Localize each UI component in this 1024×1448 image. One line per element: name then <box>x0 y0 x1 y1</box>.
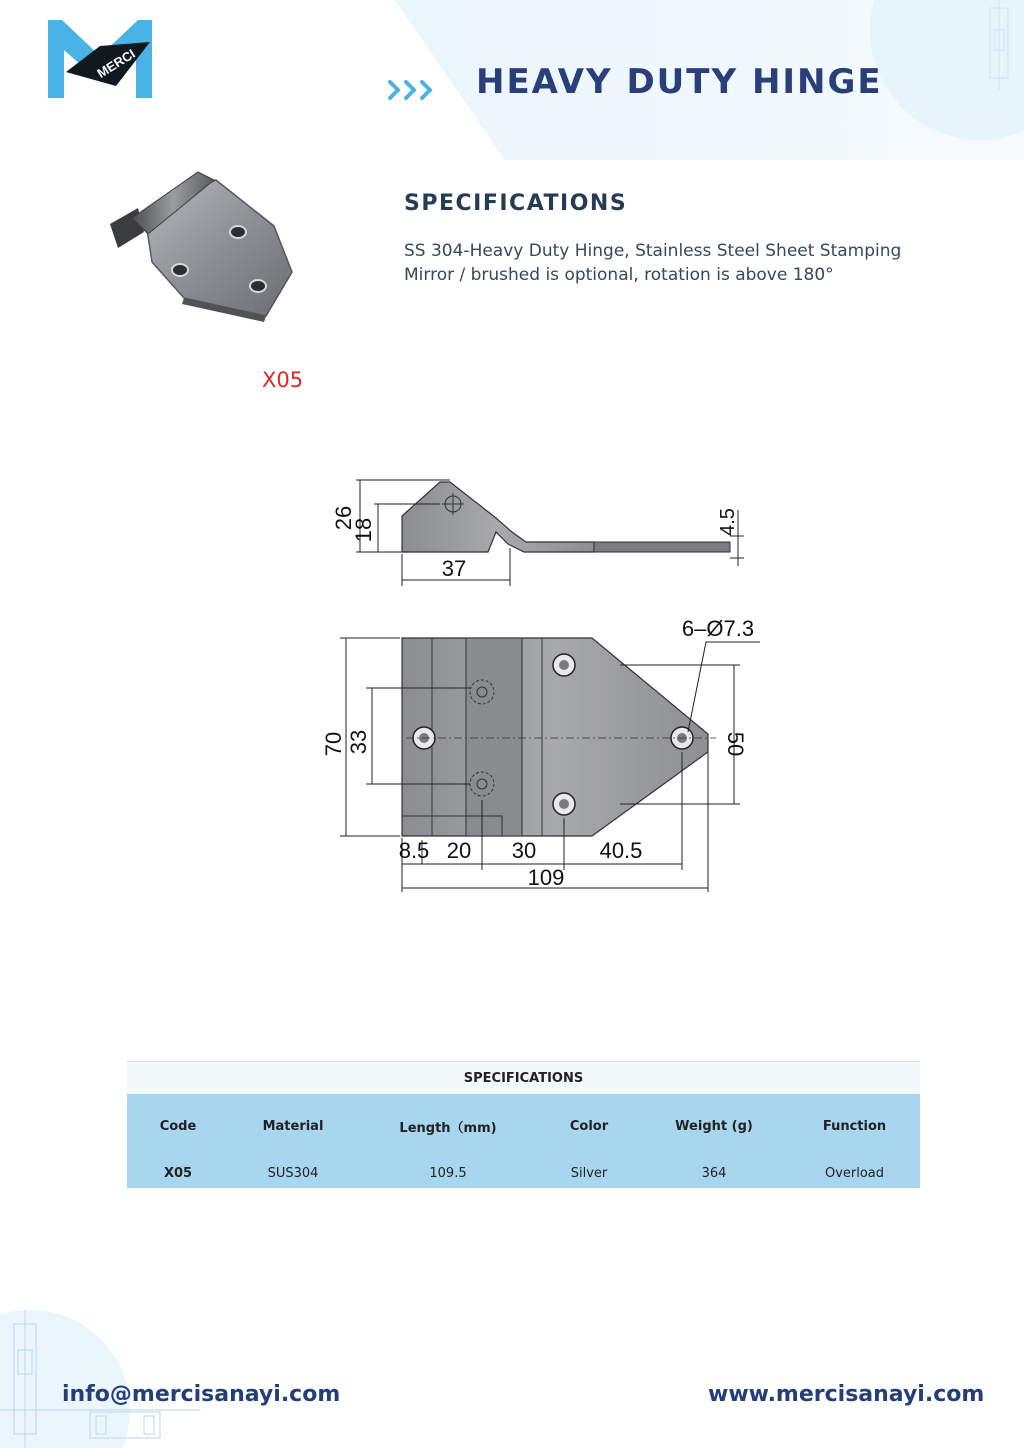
header-color: Color <box>539 1094 639 1158</box>
table-header-row <box>127 1094 920 1158</box>
spec-description-line-2: Mirror / brushed is optional, rotation is above 180° <box>404 265 834 285</box>
dim-20: 20 <box>446 838 472 863</box>
header-length: Length（mm) <box>357 1094 539 1158</box>
dim-30: 30 <box>511 838 537 863</box>
page-title: HEAVY DUTY HINGE <box>476 62 883 102</box>
footer-decoration <box>0 1300 200 1448</box>
hinge-product-photo <box>98 166 304 326</box>
merci-logo <box>46 16 154 102</box>
table-title: SPECIFICATIONS <box>127 1062 920 1095</box>
header-function: Function <box>789 1094 920 1158</box>
product-code-label: X05 <box>262 368 304 392</box>
side-view <box>331 480 744 586</box>
header-weight: Weight (g) <box>639 1094 789 1158</box>
contact-email[interactable]: info@mercisanayi.com <box>62 1382 341 1407</box>
dim-8-5: 8.5 <box>398 838 430 863</box>
dim-26: 26 <box>331 505 356 531</box>
dim-33: 33 <box>346 729 371 755</box>
technical-drawing <box>320 470 770 900</box>
table-row <box>127 1158 920 1188</box>
table-title-row <box>127 1062 920 1095</box>
dim-6-holes: 6–Ø7.3 <box>681 616 755 641</box>
cell-color: Silver <box>539 1158 639 1188</box>
dim-37: 37 <box>441 556 467 581</box>
dim-50: 50 <box>723 731 748 757</box>
header-code: Code <box>127 1094 229 1158</box>
dim-18: 18 <box>351 517 376 543</box>
spec-description-line-1: SS 304-Heavy Duty Hinge, Stainless Steel Sheet Stamping <box>404 241 902 261</box>
header-material: Material <box>229 1094 357 1158</box>
cell-material: SUS304 <box>229 1158 357 1188</box>
dim-109: 109 <box>527 865 565 890</box>
cell-code: X05 <box>127 1158 229 1188</box>
cell-length: 109.5 <box>357 1158 539 1188</box>
dim-4-5: 4.5 <box>717 508 739 536</box>
front-view <box>321 616 760 892</box>
cell-weight: 364 <box>639 1158 789 1188</box>
website-link[interactable]: www.mercisanayi.com <box>708 1382 985 1407</box>
specifications-table <box>127 1061 920 1188</box>
dim-40-5: 40.5 <box>599 838 643 863</box>
logo-text: MERCI <box>94 46 138 81</box>
cell-function: Overload <box>789 1158 920 1188</box>
specifications-heading: SPECIFICATIONS <box>404 191 628 216</box>
dim-70: 70 <box>321 731 346 757</box>
chevron-arrows-icon <box>386 76 442 104</box>
